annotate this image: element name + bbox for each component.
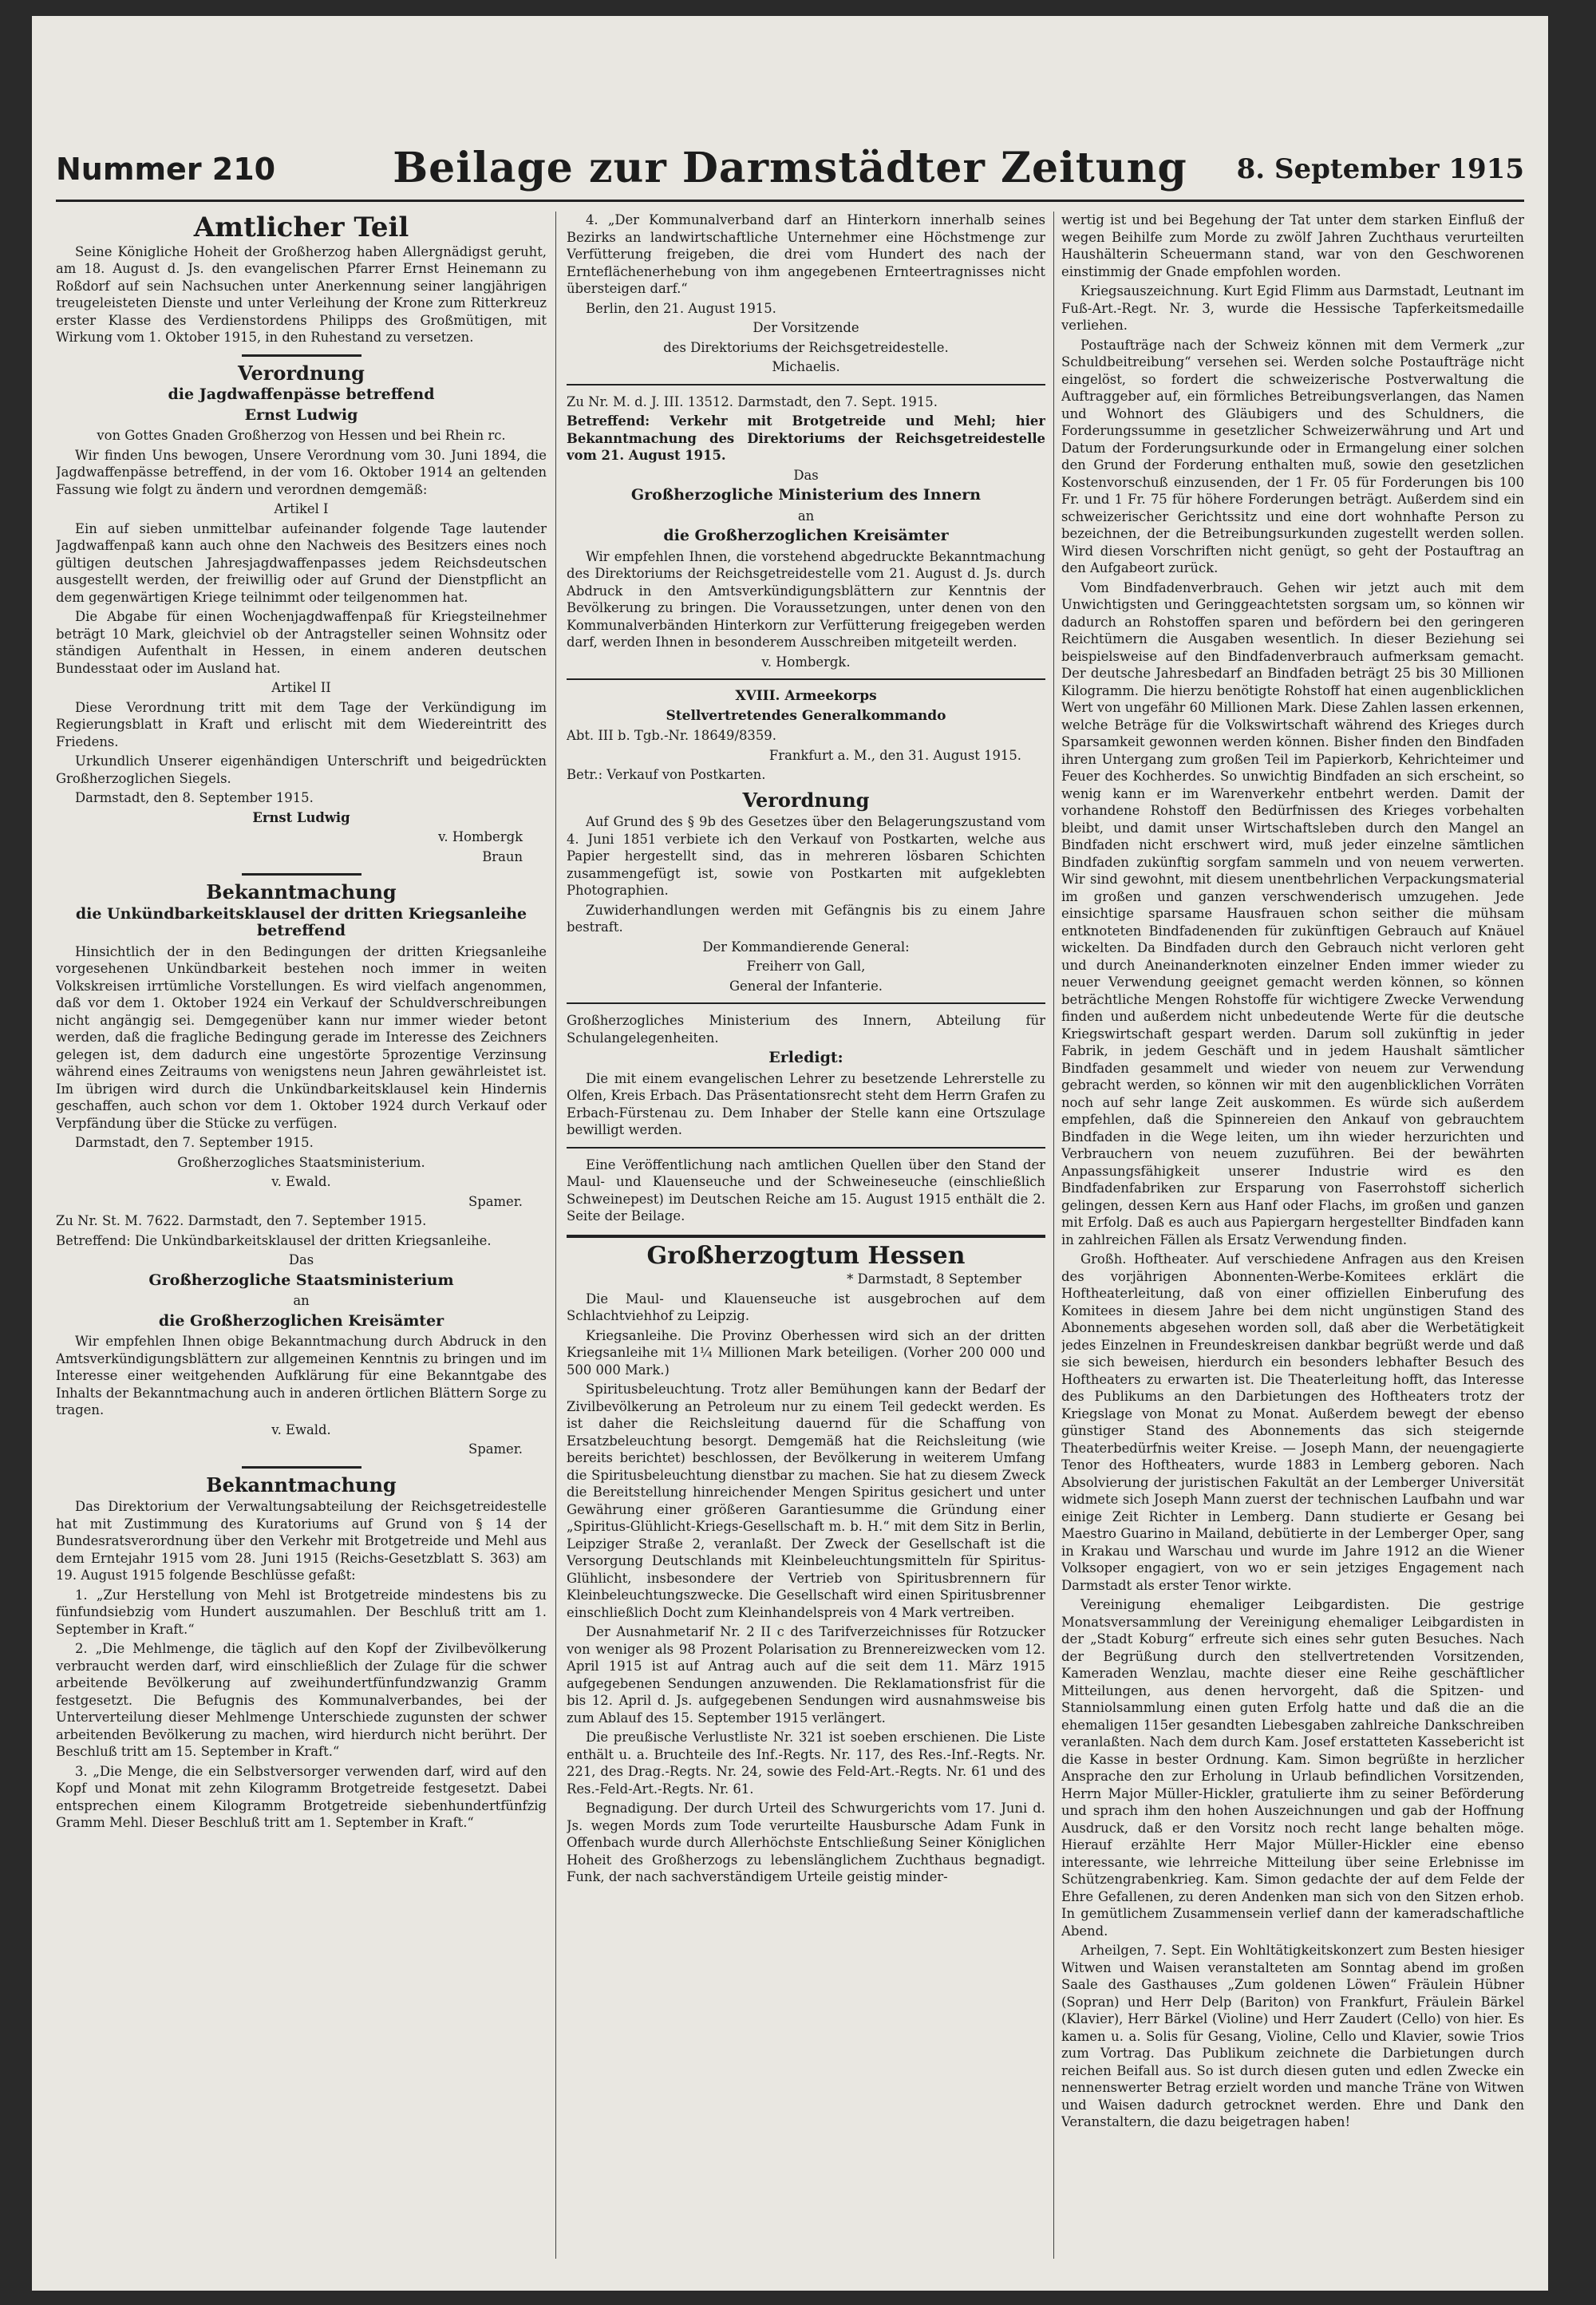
paragraph: Darmstadt, den 7. September 1915. bbox=[75, 1135, 314, 1150]
paragraph: Die Abgabe für einen Wochenjagdwaffenpaß für Kriegsteilnehmer beträgt 10 Mark, gleichviel ob der Antragsteller seinen Wohnsitz oder ständigen Aufenthalt in Hessen, in einem anderen deutschen Bundesstaat oder im Ausland hat. bbox=[56, 609, 547, 676]
paragraph: Abt. III b. Tgb.-Nr. 18649/8359. bbox=[567, 728, 776, 743]
paragraph: 4. „Der Kommunalverband darf an Hinterkorn innerhalb seines Bezirks an landwirtschaftliche Unternehmer eine Höchstmenge zur Verfütterung freigeben, die drei vom Hundert des nach der Ernteflächenerhebung von ihm angegebenen Ernteertragnisses nicht übersteigen darf.“ bbox=[567, 212, 1045, 296]
signature: Braun bbox=[482, 848, 523, 864]
article-subtitle: die Jagdwaffenpässe betreffend bbox=[168, 385, 435, 403]
paragraph: an bbox=[293, 1293, 310, 1308]
masthead bbox=[56, 136, 1524, 202]
newspaper-title: Beilage zur Darmstädter Zeitung bbox=[393, 144, 1187, 192]
signature: v. Ewald. bbox=[271, 1174, 331, 1189]
authority-title: XVIII. Armeekorps bbox=[735, 688, 877, 704]
section-title: Großherzogtum Hessen bbox=[646, 1241, 966, 1270]
article-subtitle: die Unkündbarkeitsklausel der dritten Kriegsanleihe betreffend bbox=[75, 904, 527, 939]
paragraph: 1. „Zur Herstellung von Mehl ist Brotgetreide mindestens bis zu fünfundsiebzig vom Hundert auszumahlen. Der Beschluß tritt am 1. September in Kraft.“ bbox=[56, 1587, 547, 1637]
paragraph: Kriegsanleihe. Die Provinz Oberhessen wird sich an der dritten Kriegsanleihe mit 1¼ Millionen Mark beteiligen. (Vorher 200 000 und 500 000 Mark.) bbox=[567, 1327, 1045, 1378]
signature: v. Hombergk. bbox=[761, 654, 851, 670]
paragraph: Großherzogliches Ministerium des Innern, Abteilung für Schulangelegenheiten. bbox=[567, 1013, 1045, 1046]
paragraph: an bbox=[797, 508, 815, 524]
paragraph: von Gottes Gnaden Großherzog von Hessen und bei Rhein rc. bbox=[97, 428, 506, 443]
paragraph: Vereinigung ehemaliger Leibgardisten. Die gestrige Monatsversammlung der Vereinigung ehemaliger Leibgardisten in der „Stadt Koburg“ erfreute sich eines sehr guten Besuches. Nach der Begrüßung durch den stellvertretenden Vorsitzenden, Kameraden Wenzlau, machte dieser eine Reihe geschäftlicher Mitteilungen, aus denen hervorgeht, daß die Spitzen- und Stanniolsammlung einen guten Erfolg hatte und daß die an die ehemaligen 115er gesandten Liebesgaben zahlreiche Dankschreiben veranlaßten. Nach dem durch Kam. Josef erstatteten Kassebericht ist die Kasse in bester Ordnung. Kam. Simon begrüßte in herzlicher Ansprache den zur Erholung in Urlaub befindlichen Vorsitzenden, Herrn Major Müller-Hickler, gratulierte ihm zu seiner Beförderung und sprach ihm den hohen Auszeichnungen und gab der Hoffnung Ausdruck, daß er den Vorsitz noch recht lange behalten möge. Hierauf erzählte Herr Major Müller-Hickler eine ebenso interessante, wie lehrreiche Mitteilung über seine Erlebnisse im Schützengrabenkrieg. Kam. Simon gedachte der auf dem Felde der Ehre Gefallenen, zu deren Andenken man sich von den Sitzen erhob. In gemütlichem Zusammensein verlief dann der kameradschaftliche Abend. bbox=[1061, 1597, 1524, 1939]
paragraph: Die Maul- und Klauenseuche ist ausgebrochen auf dem Schlachtviehhof zu Leipzig. bbox=[567, 1291, 1045, 1323]
paragraph: Das bbox=[793, 467, 819, 483]
section-title: Amtlicher Teil bbox=[193, 212, 409, 243]
signature: Spamer. bbox=[468, 1441, 523, 1457]
column-1 bbox=[56, 212, 547, 2259]
paragraph: wertig ist und bei Begehung der Tat unter dem starken Einfluß der wegen Beihilfe zum Morde zu zwölf Jahren Zuchthaus verurteilten Haushälterin Scheuermann stand, war von den Geschworenen einstimmig der Gnade empfohlen worden. bbox=[1061, 212, 1524, 279]
paragraph: 3. „Die Menge, die ein Selbstversorger verwenden darf, wird auf den Kopf und Monat mit zehn Kilogramm Brotgetreide festgesetzt. Dabei entsprechen einem Kilogramm Brotgetreide siebenhundertfünfzig Gramm Mehl. Dieser Beschluß tritt am 1. September in Kraft.“ bbox=[56, 1763, 547, 1830]
paragraph: Darmstadt, den 8. September 1915. bbox=[75, 790, 314, 805]
paragraph: Das Direktorium der Verwaltungsabteilung der Reichsgetreidestelle hat mit Zustimmung des Kuratoriums auf Grund von § 14 der Bundesratsverordnung über den Verkehr mit Brotgetreide und Mehl aus dem Erntejahr 1915 vom 28. Juni 1915 (Reichs-Gesetzblatt S. 363) am 19. August 1915 folgende Beschlüsse gefaßt: bbox=[56, 1499, 547, 1583]
signature: Ernst Ludwig bbox=[252, 809, 350, 825]
paragraph: Kriegsauszeichnung. Kurt Egid Flimm aus Darmstadt, Leutnant im Fuß-Art.-Regt. Nr. 3, wurde die Hessische Tapferkeitsmedaille verliehen. bbox=[1061, 283, 1524, 333]
signature: Spamer. bbox=[468, 1193, 523, 1209]
paragraph: Wir empfehlen Ihnen obige Bekanntmachung durch Abdruck in den Amtsverkündigungsblättern zur allgemeinen Kenntnis zu bringen und im Interesse einer weitgehenden Aufklärung für eine Bekanntgabe des Inhalts der Bekanntmachung auch in anderen örtlichen Blättern Sorge zu tragen. bbox=[56, 1334, 547, 1417]
paragraph: Vom Bindfadenverbrauch. Gehen wir jetzt auch mit dem Unwichtigsten und Geringgeachtetsten sorgsam um, so können wir dadurch an Rohstoffen sparen und befördern bei den geringeren Reichtümern die Ausgaben wesentlich. In dieser Beziehung sei beispielsweise auf den Bindfadenverbrauch aufmerksam gemacht. Der deutsche Jahresbedarf an Bindfaden beträgt 25 bis 30 Millionen Kilogramm. Die hierzu benötigte Rohstoff hat einen augenblicklichen Wert von ungefähr 60 Millionen Mark. Diese Zahlen lassen erkennen, welche Beträge für die Volkswirtschaft während des Krieges durch Sparsamkeit gewonnen werden können. Bisher finden den Bindfaden ihren Untergang zum großen Teil im Papierkorb, Kehrichteimer und Feuer des Kochherdes. So unwichtig Bindfaden an sich erscheint, so wenig kann er im Warenverkehr entbehrt werden. Damit der vorhandene Rohstoff den Bedürfnissen des Krieges vorbehalten bleibt, und damit unser Wirtschaftsleben durch den Mangel an Bindfaden nicht erschwert wird, muß jeder einzelne sämtlichen Bindfaden zukünftig sorgfam sammeln und von neuem verwerten. Wir sind gewohnt, mit diesem unentbehrlichen Verpackungsmaterial im großen und ganzen verschwenderisch umzugehen. Jede einsichtige sparsame Hausfrauen schon seither die mühsam entknoteten Bindfadenenden für zukünftigen Gebrauch auf Knäuel wickelten. Da Bindfaden durch den Gebrauch nicht verloren geht und durch Aneinanderknoten einzelner Enden immer wieder zu neuer Verwendung geeignet gemacht werden können, so können beträchtliche Mengen Rohstoffe für wichtigere Zwecke Verwendung finden und außerdem nicht unbedeutende Werte für die deutsche Kriegswirtschaft gespart werden. Darum soll zukünftig in jeder Fabrik, in jedem Geschäft und in jedem Haushalt sämtlicher Bindfaden gesammelt und wieder von neuem zur Verwendung gebracht werden, so können wir mit den augenblicklichen Vorräten noch auf sehr lange Zeit auskommen. Es würde sich außerdem empfehlen, daß die Spinnereien den Ankauf von gebrauchtem Bindfaden in die Wege leiten, um ihn wieder herzurichten und Verbrauchern von neuem zuzuführen. Bei der bewährten Anpassungsfähigkeit unserer Industrie wird es den Bindfadenfabriken zur Ersparung von Faserrohstoff sicherlich gelingen, dessen Kern aus Hanf oder Flachs, im großen und ganzen mit Erfolg. Daß es auch aus Papiergarn hergestellter Bindfaden kann in zahlreichen Fällen als Ersatz Verwendung finden. bbox=[1061, 579, 1524, 1247]
signature: v. Hombergk bbox=[438, 829, 523, 844]
signature: Michaelis. bbox=[772, 359, 840, 374]
separator bbox=[242, 1466, 361, 1469]
separator bbox=[242, 354, 361, 357]
newspaper-page bbox=[32, 16, 1548, 2291]
signature: Freiherr von Gall, bbox=[746, 959, 866, 974]
column-rule bbox=[1053, 212, 1054, 2259]
dateline: * Darmstadt, 8 September bbox=[847, 1271, 1021, 1287]
paragraph: Seine Königliche Hoheit der Großherzog haben Allergnädigst geruht, am 18. August d. Js. den evangelischen Pfarrer Ernst Heinemann zu Roßdorf auf sein Nachsuchen unter Anerkennung seiner langjährigen treugeleisteten Dienste und unter Verleihung der Krone zum Ritterkreuz erster Klasse des Verdienstordens Philipps des Großmütigen, mit Wirkung vom 1. Oktober 1915, in den Ruhestand zu versetzen. bbox=[56, 243, 547, 345]
column-rule bbox=[555, 212, 556, 2259]
paragraph: Hinsichtlich der in den Bedingungen der dritten Kriegsanleihe vorgesehenen Unkündbarkeit bestehen noch immer in weiten Volkskreisen irrtümliche Vorstellungen. Es wird vielfach angenommen, daß vor dem 1. Oktober 1924 ein Verkauf der Schuldverschreibungen nicht angängig sei. Demgegenüber kann nur immer wieder betont werden, daß die fragliche Bedingung gerade im Interesse des Zeichners gelegen ist, dem dadurch eine ungestörte 5prozentige Verzinsung während eines Zeitraums von wenigstens neun Jahren gewährleistet ist. Im übrigen wird durch die Unkündbarkeitsklausel kein Hindernis geschaffen, auch schon vor dem 1. Oktober 1924 durch Verkauf oder Verpfändung über die Stücke zu verfügen. bbox=[56, 943, 547, 1131]
paragraph: Der Kommandierende General: bbox=[702, 939, 910, 955]
paragraph: Urkundlich Unserer eigenhändigen Unterschrift und beigedrückten Großherzoglichen Siegels. bbox=[56, 753, 547, 786]
authority-title: die Großherzoglichen Kreisämter bbox=[663, 527, 949, 544]
paragraph: Betr.: Verkauf von Postkarten. bbox=[567, 767, 766, 782]
issue-date: 8. September 1915 bbox=[1236, 153, 1524, 185]
paragraph: Arheilgen, 7. Sept. Ein Wohltätigkeitskonzert zum Besten hiesiger Witwen und Waisen veranstalteten am Sonntag abend im großen Saale des Gasthauses „Zum goldenen Löwen“ Fräulein Hübner (Sopran) und Herr Delp (Bariton) von Frankfurt, Fräulein Bärkel (Klavier), Herr Bärkel (Violine) und Herr Zaudert (Cello) von hier. Es kamen u. a. Solis für Gesang, Violine, Cello und Klavier, sowie Trios zum Vortrag. Das Publikum zeichnete die Darbietungen durch reichen Beifall aus. So ist durch diesen guten und edlen Zwecke ein nennenswerter Betrag erzielt worden und manche Träne von Witwen und Waisen dadurch getrocknet werden. Ehre und Dank den Veranstaltern, die dazu beigetragen haben! bbox=[1061, 1943, 1524, 2129]
paragraph: Wir empfehlen Ihnen, die vorstehend abgedruckte Bekanntmachung des Direktoriums der Reichsgetreidestelle vom 21. August d. Js. durch Abdruck in den Amtsverkündigungsblättern zur Kenntnis der Bevölkerung zu bringen. Die Voraussetzungen, unter denen von den Kommunalverbänden Hinterkorn zur Verfütterung freigegeben werden darf, werden Ihnen in besonderem Ausschreiben mitgeteilt werden. bbox=[567, 548, 1045, 650]
article-title: Verordnung bbox=[238, 361, 365, 385]
separator bbox=[242, 873, 361, 876]
paragraph: Frankfurt a. M., den 31. August 1915. bbox=[768, 747, 1021, 763]
paragraph: Diese Verordnung tritt mit dem Tage der Verkündigung im Regierungsblatt in Kraft und erlischt mit dem Wiedereintritt des Friedens. bbox=[56, 699, 547, 749]
separator bbox=[567, 1235, 1045, 1238]
article-title: Verordnung bbox=[742, 788, 870, 812]
paragraph: Zuwiderhandlungen werden mit Gefängnis bis zu einem Jahre bestraft. bbox=[567, 902, 1045, 935]
authority-title: Großherzogliche Staatsministerium bbox=[148, 1271, 454, 1289]
separator bbox=[567, 384, 1045, 385]
signature: v. Ewald. bbox=[271, 1421, 331, 1437]
separator bbox=[567, 678, 1045, 680]
authority-title: Stellvertretendes Generalkommando bbox=[666, 707, 946, 724]
authority-title: Großherzogliche Ministerium des Innern bbox=[630, 486, 982, 504]
article-number: Artikel I bbox=[274, 501, 329, 516]
article-title: Bekanntmachung bbox=[206, 1473, 397, 1496]
separator bbox=[567, 1002, 1045, 1004]
issue-number: Nummer 210 bbox=[56, 152, 276, 187]
column-2 bbox=[567, 212, 1045, 2259]
paragraph: Der Ausnahmetarif Nr. 2 II c des Tarifverzeichnisses für Rotzucker von weniger als 98 Prozent Polarisation zu Brennereizwecken vom 12. April 1915 ist auf Antrag auch auf die seit dem 11. März 1915 aufgegebenen Sendungen anzuwenden. Die Reklamationsfrist für die bis 12. April d. Js. aufgegebenen Sendungen wird ausnahmsweise bis zum Ablauf des 15. September 1915 verlängert. bbox=[567, 1624, 1045, 1726]
paragraph: Betreffend: Die Unkündbarkeitsklausel der dritten Kriegsanleihe. bbox=[56, 1232, 492, 1248]
paragraph: Berlin, den 21. August 1915. bbox=[586, 300, 776, 316]
paragraph: Großherzogliches Staatsministerium. bbox=[177, 1154, 425, 1170]
paragraph: Betreffend: Verkehr mit Brotgetreide und Mehl; hier Bekanntmachung des Direktoriums der Reichsgetreidestelle vom 21. August 1915. bbox=[567, 413, 1045, 463]
article-title: Erledigt: bbox=[768, 1049, 843, 1066]
paragraph: Wir finden Uns bewogen, Unsere Verordnung vom 30. Juni 1894, die Jagdwaffenpässe betreffend, in der vom 16. Oktober 1914 an geltenden Fassung wie folgt zu ändern und verordnen demgemäß: bbox=[56, 447, 547, 497]
paragraph: Postaufträge nach der Schweiz können mit dem Vermerk „zur Schuldbeitreibung“ versehen sei. Werden solche Postaufträge nicht eingelöst, so fordert die schweizerische Postverwaltung die Auftraggeber auf, ein förmliches Betreibungsverlangen, das Namen und Wohnort des Gläubigers und des Schuldners, die Forderungssumme in gesetzlicher Schweizerwährung und Art und Datum der Forderungsurkunde oder in Ermangelung einer solchen den Grund der Forderung enthalten muß, sowie den gesetzlichen Kostenvorschuß einzusenden, der 1 Fr. 05 für Forderungen bis 100 Fr. und 1 Fr. 75 für höhere Forderungen beträgt. Außerdem sind ein schweizerischer Gerichtssitz und eine dort wohnhafte Person zu bezeichnen, der die Betreibungsurkunden zugestellt werden sollen. Wird diesen Vorschriften nicht genügt, so geht der Postauftrag an den Aufgabeort zurück. bbox=[1061, 337, 1524, 575]
paragraph: Großh. Hoftheater. Auf verschiedene Anfragen aus den Kreisen des vorjährigen Abonnenten-Werbe-Komitees erklärt die Hoftheaterleitung, daß von einer offiziellen Einberufung des Komitees in diesem Jahre bei dem nicht ungünstigen Stand des Abonnements abgesehen worden soll, daß aber die Werbetätigkeit jedes Einzelnen in Freundeskreisen dankbar begrüßt werde und daß sie sich beweisen, hierdurch ein besonders lebhafter Besuch des Hoftheaters zu erwarten ist. Die Theaterleitung hofft, das Interesse des Publikums an den Darbietungen des Hoftheaters trotz der Kriegslage von Monat zu Monat. Außerdem bewegt der ebenso günstiger Stand des Abonnements das sich steigernde Theaterbedürfnis weiter Kreise. — Joseph Mann, der neuengagierte Tenor des Hoftheaters, wurde 1883 in Lemberg geboren. Nach Absolvierung der juristischen Fakultät an der Lemberger Universität widmete sich Joseph Mann zuerst der technischen Laufbahn und war einige Zeit Richter in Lemberg. Dann studierte er Gesang bei Maestro Guarino in Mailand, debütierte in der Lemberger Oper, sang in Krakau und Warschau und wurde im Jahre 1912 an die Wiener Volksoper engagiert, von wo er sein jetziges Engagement nach Darmstadt als erster Tenor wirkte. bbox=[1061, 1251, 1524, 1593]
paragraph: Das bbox=[288, 1252, 314, 1267]
paragraph: Zu Nr. St. M. 7622. Darmstadt, den 7. September 1915. bbox=[56, 1213, 427, 1228]
article-title: Bekanntmachung bbox=[206, 880, 397, 903]
authority-title: die Großherzoglichen Kreisämter bbox=[158, 1311, 444, 1330]
paragraph: Der Vorsitzende bbox=[753, 320, 859, 335]
paragraph: General der Infanterie. bbox=[729, 978, 883, 994]
article-number: Artikel II bbox=[271, 680, 331, 695]
paragraph: Auf Grund des § 9b des Gesetzes über den Belagerungszustand vom 4. Juni 1851 verbiete ich den Verkauf von Postkarten, welche aus Papier hergestellt sind, das in mehreren lösbaren Schichten zusammengefügt ist, sowie von Postkarten mit aufgeklebten Photographien. bbox=[567, 814, 1045, 898]
paragraph: des Direktoriums der Reichsgetreidestelle. bbox=[663, 339, 949, 355]
sovereign-name: Ernst Ludwig bbox=[244, 405, 358, 424]
paragraph: 2. „Die Mehlmenge, die täglich auf den Kopf der Zivilbevölkerung verbraucht werden darf, wird einschließlich der Zulage für die schwer arbeitende Bevölkerung auf zweihundertfünfundzwanzig Gramm festgesetzt. Die Befugnis des Kommunalverbandes, bei der Unterverteilung dieser Mehlmenge Unterschiede zugunsten der schwer arbeitenden Bevölkerung zu machen, wird hierdurch nicht berührt. Der Beschluß tritt am 15. September in Kraft.“ bbox=[56, 1641, 547, 1759]
separator bbox=[567, 1147, 1045, 1149]
paragraph: Die preußische Verlustliste Nr. 321 ist soeben erschienen. Die Liste enthält u. a. Bruchteile des Inf.-Regts. Nr. 117, des Res.-Inf.-Regts. Nr. 221, des Drag.-Regts. Nr. 24, sowie des Feld-Art.-Regts. Nr. 61 und des Res.-Feld-Art.-Regts. Nr. 61. bbox=[567, 1730, 1045, 1797]
paragraph: Begnadigung. Der durch Urteil des Schwurgerichts vom 17. Juni d. Js. wegen Mords zum Tode verurteilte Hausbursche Adam Funk in Offenbach wurde durch Allerhöchste Entschließung Seiner Königlichen Hoheit des Großherzogs zu lebenslänglichem Zuchthaus begnadigt. Funk, der nach sachverständigem Urteile geistig minder- bbox=[567, 1801, 1045, 1884]
paragraph: Die mit einem evangelischen Lehrer zu besetzende Lehrerstelle zu Olfen, Kreis Erbach. Das Präsentationsrecht steht dem Herrn Grafen zu Erbach-Fürstenau zu. Dem Inhaber der Stelle kann eine Ortszulage bewilligt werden. bbox=[567, 1070, 1045, 1137]
paragraph: Ein auf sieben unmittelbar aufeinander folgende Tage lautender Jagdwaffenpaß kann auch ohne den Nachweis des Besitzers eines noch gültigen deutschen Jahresjagdwaffenpasses jedem Reichsdeutschen ausgestellt werden, der freiwillig oder auf Grund der Dienstpflicht an dem gegenwärtigen Kriege teilnimmt oder teilgenommen hat. bbox=[56, 520, 547, 605]
column-3 bbox=[1061, 212, 1524, 2259]
paragraph: Zu Nr. M. d. J. III. 13512. Darmstadt, den 7. Sept. 1915. bbox=[567, 393, 938, 409]
paragraph: Eine Veröffentlichung nach amtlichen Quellen über den Stand der Maul- und Klauenseuche und der Schweineseuche (einschließlich Schweinepest) im Deutschen Reiche am 15. August 1915 enthält die 2. Seite der Beilage. bbox=[567, 1156, 1045, 1224]
paragraph: Spiritusbeleuchtung. Trotz aller Bemühungen kann der Bedarf der Zivilbevölkerung an Petroleum nur zu einem Teil gedeckt werden. Es ist daher die Reichsleitung dauernd für die Schaffung von Ersatzbeleuchtung besorgt. Demgemäß hat die Reichsleitung (wie bereits berichtet) beschlossen, der Bevölkerung in weiterem Umfang die Spiritusbeleuchtung dienstbar zu machen. Sie hat zu diesem Zweck die Bereitstellung hinreichender Mengen Spiritus gesichert und unter Gewährung einer größeren Garantiesumme die Gründung einer „Spiritus-Glühlicht-Kriegs-Gesellschaft m. b. H.“ mit dem Sitz in Berlin, Leipziger Straße 2, veranlaßt. Der Zweck der Gesellschaft ist die Versorgung Deutschlands mit Kleinbeleuchtungsmitteln für Spiritus-Glühlicht, insbesondere der Vertrieb von Spiritusbrennern für Kleinbeleuchtungszwecke. Die Gesellschaft wird einen Spiritusbrenner einschließlich Docht zum Kleinhandelspreis von 4 Mark vertreiben. bbox=[567, 1382, 1045, 1620]
